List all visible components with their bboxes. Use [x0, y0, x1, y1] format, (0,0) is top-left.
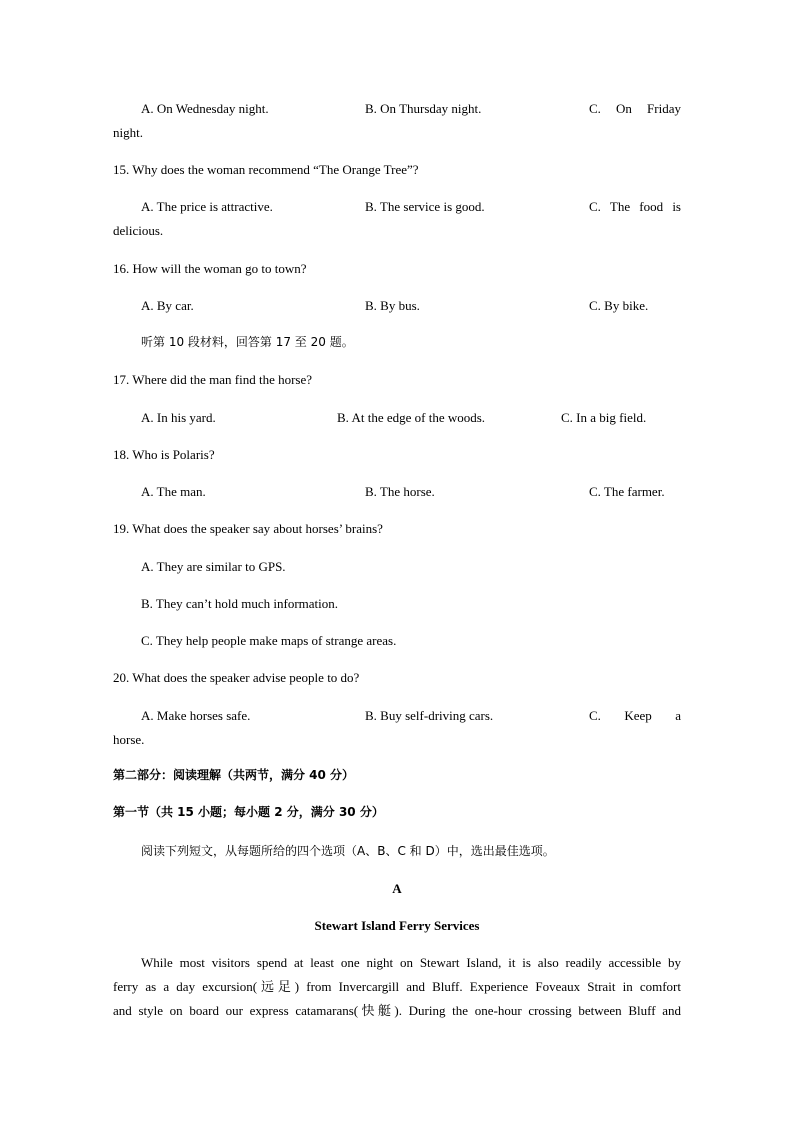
passage-line-2: ferry as a day excursion(远足) from Invercargill and Bluff. Experience Foveaux Strait in comfort: [113, 979, 681, 994]
q16-option-a: A. By car.: [141, 298, 194, 313]
section1-heading: 第一节（共 15 小题；每小题 2 分，满分 30 分）: [113, 805, 384, 819]
q18-option-a: A. The man.: [141, 484, 206, 499]
q14-option-c-wrap: night.: [113, 125, 143, 140]
q14-option-c: C. On Friday: [589, 101, 681, 116]
q15-stem: 15. Why does the woman recommend “The Orange Tree”?: [113, 162, 419, 177]
passage-title: Stewart Island Ferry Services: [314, 918, 480, 933]
q20-option-a: A. Make horses safe.: [141, 708, 251, 723]
part2-heading: 第二部分：阅读理解（共两节，满分 40 分）: [113, 768, 355, 782]
q20-option-b: B. Buy self-driving cars.: [365, 708, 494, 723]
q20-stem: 20. What does the speaker advise people to do?: [113, 670, 360, 685]
q16-option-c: C. By bike.: [589, 298, 649, 313]
q19-option-a: A. They are similar to GPS.: [141, 559, 286, 574]
q17-stem: 17. Where did the man find the horse?: [113, 372, 313, 387]
q14-option-a: A. On Wednesday night.: [141, 101, 269, 116]
q16-stem: 16. How will the woman go to town?: [113, 261, 307, 276]
q15-option-c-wrap: delicious.: [113, 223, 164, 238]
q18-option-b: B. The horse.: [365, 484, 435, 499]
q18-stem: 18. Who is Polaris?: [113, 447, 215, 462]
q19-stem: 19. What does the speaker say about horses’ brains?: [113, 521, 383, 536]
reading-instruction: 阅读下列短文，从每题所给的四个选项（A、B、C 和 D）中，选出最佳选项。: [141, 844, 555, 858]
q18-option-c: C. The farmer.: [589, 484, 665, 499]
q15-option-b: B. The service is good.: [365, 199, 485, 214]
q17-option-b: B. At the edge of the woods.: [337, 410, 486, 425]
q20-option-c: C. Keep a: [589, 708, 681, 723]
q15-option-a: A. The price is attractive.: [141, 199, 273, 214]
passage-line-1: While most visitors spend at least one night on Stewart Island, it is also readily accessible by: [141, 955, 681, 970]
listening-instruction: 听第 10 段材料，回答第 17 至 20 题。: [141, 335, 354, 349]
passage-letter: A: [392, 881, 402, 896]
q16-option-b: B. By bus.: [365, 298, 420, 313]
passage-line-3: and style on board our express catamarans(快艇). During the one-hour crossing between Bluff and: [113, 1003, 681, 1018]
q17-option-c: C. In a big field.: [561, 410, 647, 425]
q14-option-b: B. On Thursday night.: [365, 101, 482, 116]
q19-option-c: C. They help people make maps of strange areas.: [141, 633, 397, 648]
q17-option-a: A. In his yard.: [141, 410, 216, 425]
q19-option-b: B. They can’t hold much information.: [141, 596, 339, 611]
q20-option-c-wrap: horse.: [113, 732, 145, 747]
q15-option-c: C. The food is: [589, 199, 681, 214]
